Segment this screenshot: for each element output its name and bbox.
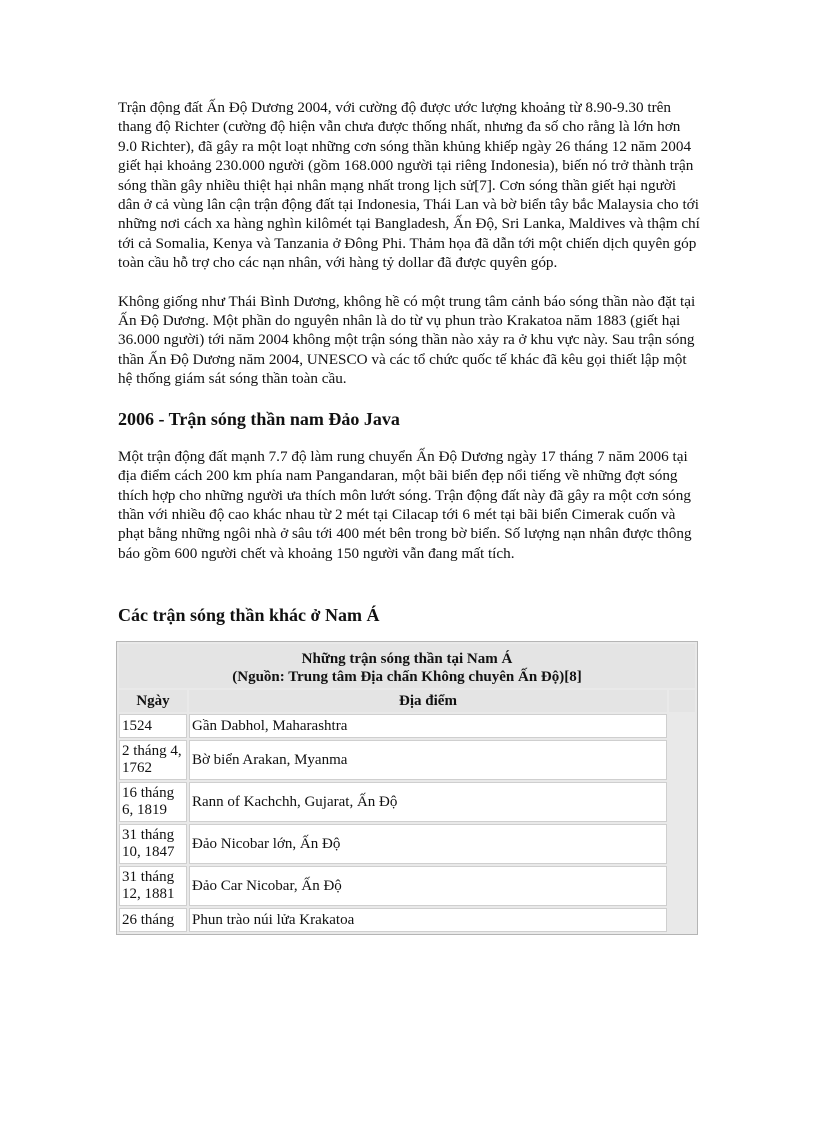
table-caption-title: Những trận sóng thần tại Nam Á bbox=[301, 651, 513, 668]
row-spacer bbox=[669, 782, 695, 822]
document-page bbox=[118, 98, 700, 935]
row-spacer bbox=[669, 908, 695, 932]
table-caption-row bbox=[119, 644, 695, 688]
column-header-place: Địa điểm bbox=[189, 690, 667, 712]
cell-date: 31 tháng 10, 1847 bbox=[119, 824, 187, 864]
tsunami-table bbox=[116, 641, 698, 935]
table-row bbox=[119, 714, 695, 738]
paragraph-warning-system: Không giống như Thái Bình Dương, không hề có một trung tâm cảnh báo sóng thần nào đặt tại Ấn Độ Dương. Một phần do nguyên nhân là do từ vụ phun trào Krakatoa năm 1883 (giết hại 36.000 người) tới năm 2004 không một trận sóng thần nào xảy ra ở khu vực này. Sau trận sóng thần Ấn Độ Dương năm 2004, UNESCO và các tổ chức quốc tế khác đã kêu gọi thiết lập một hệ thống giám sát sóng thần toàn cầu. bbox=[118, 292, 696, 388]
column-header-date: Ngày bbox=[119, 690, 187, 712]
table-row bbox=[119, 866, 695, 906]
table-row bbox=[119, 740, 695, 780]
table-row bbox=[119, 908, 695, 932]
table-header-row bbox=[119, 690, 695, 712]
table-caption-source: (Nguồn: Trung tâm Địa chấn Không chuyên Ấn Độ)[8] bbox=[232, 669, 582, 686]
table-caption bbox=[119, 644, 695, 688]
heading-java-2006: 2006 - Trận sóng thần nam Đảo Java bbox=[118, 408, 400, 429]
cell-date: 16 tháng 6, 1819 bbox=[119, 782, 187, 822]
row-spacer bbox=[669, 866, 695, 906]
column-header-spacer bbox=[669, 690, 695, 712]
cell-date: 1524 bbox=[119, 714, 187, 738]
cell-place: Đảo Nicobar lớn, Ấn Độ bbox=[189, 824, 667, 864]
table-row bbox=[119, 824, 695, 864]
row-spacer bbox=[669, 824, 695, 864]
cell-place: Bờ biển Arakan, Myanma bbox=[189, 740, 667, 780]
cell-date: 31 tháng 12, 1881 bbox=[119, 866, 187, 906]
table-row bbox=[119, 782, 695, 822]
row-spacer bbox=[669, 740, 695, 780]
row-spacer bbox=[669, 714, 695, 738]
cell-place: Đảo Car Nicobar, Ấn Độ bbox=[189, 866, 667, 906]
cell-date: 26 tháng bbox=[119, 908, 187, 932]
heading-other-tsunamis: Các trận sóng thần khác ở Nam Á bbox=[118, 605, 380, 626]
cell-place: Rann of Kachchh, Gujarat, Ấn Độ bbox=[189, 782, 667, 822]
paragraph-java-2006: Một trận động đất mạnh 7.7 độ làm rung chuyển Ấn Độ Dương ngày 17 tháng 7 năm 2006 tại địa điểm cách 200 km phía nam Pangandaran, một bãi biển đẹp nổi tiếng về những đợt sóng thích hợp cho những người ưa thích môn lướt sóng. Trận động đất này đã gây ra một cơn sóng thần với nhiều độ cao khác nhau từ 2 mét tại Cilacap tới 6 mét tại bãi biển Cimerak cuốn và phạt bằng những ngôi nhà ở sâu tới 400 mét bên trong bờ biển. Số lượng nạn nhân được thông báo gồm 600 người chết và khoảng 150 người vẫn đang mất tích. bbox=[118, 447, 692, 562]
paragraph-2004-tsunami: Trận động đất Ấn Độ Dương 2004, với cường độ được ước lượng khoảng từ 8.90-9.30 trên thang độ Richter (cường độ hiện vẫn chưa được thống nhất, nhưng đa số cho rằng là lớn hơn 9.0 Richter), đã gây ra một loạt những cơn sóng thần khủng khiếp ngày 26 tháng 12 năm 2004 giết hại khoảng 230.000 người (gồm 168.000 người tại riêng Indonesia), biến nó trở thành trận sóng thần gây nhiều thiệt hại nhân mạng nhất trong lịch sử[7]. Cơn sóng thần giết hại người dân ở cả vùng lân cận trận động đất tại Indonesia, Thái Lan và bờ biển tây bắc Malaysia cho tới những nơi cách xa hàng nghìn kilômét tại Bangladesh, Ấn Độ, Sri Lanka, Maldives và thậm chí tới cả Somalia, Kenya và Tanzania ở Đông Phi. Thảm họa đã dẫn tới một chiến dịch quyên góp toàn cầu hỗ trợ cho các nạn nhân, với hàng tỷ dollar đã được quyên góp. bbox=[118, 99, 700, 272]
cell-date: 2 tháng 4, 1762 bbox=[119, 740, 187, 780]
cell-place: Phun trào núi lửa Krakatoa bbox=[189, 908, 667, 932]
cell-place: Gần Dabhol, Maharashtra bbox=[189, 714, 667, 738]
